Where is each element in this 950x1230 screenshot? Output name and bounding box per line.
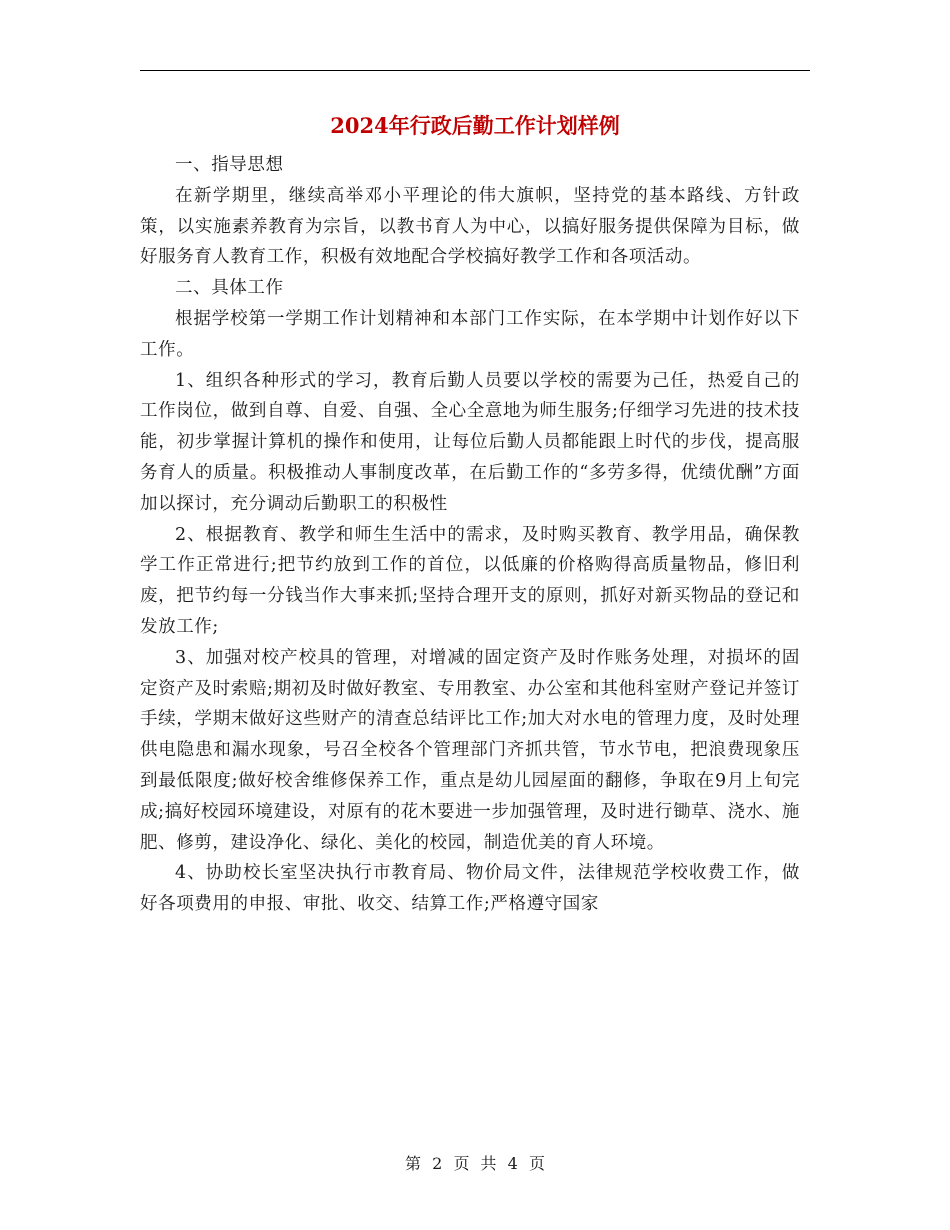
paragraph-item-4: 4、协助校长室坚决执行市教育局、物价局文件，法律规范学校收费工作，做好各项费用的申报、审批、收交、结算工作;严格遵守国家 [140,863,800,915]
document-body [140,150,800,920]
paragraph-item-1: 1、组织各种形式的学习，教育后勤人员要以学校的需要为己任，热爱自己的工作岗位，做到自尊、自爱、自强、全心全意地为师生服务;仔细学习先进的技术技能，初步掌握计算机的操作和使用，让每位后勤人员都能跟上时代的步伐，提高服务育人的质量。积极推动人事制度改革，在后勤工作的“多劳多得，优绩优酬”方面加以探讨，充分调动后勤职工的积极性 [140,370,800,514]
page-footer [0,1152,950,1176]
paragraph-item-2: 2、根据教育、教学和师生生活中的需求，及时购买教育、教学用品，确保教学工作正常进行;把节约放到工作的首位，以低廉的价格购得高质量物品，修旧利废，把节约每一分钱当作大事来抓;坚持合理开支的原则，抓好对新买物品的登记和发放工作; [140,524,800,637]
page-label-suffix: 页 [528,1154,545,1173]
page-current-number: 2 [432,1154,443,1173]
paragraph-specific-work-intro: 根据学校第一学期工作计划精神和本部门工作实际，在本学期中计划作好以下工作。 [140,308,800,360]
page-label-mid: 页 [453,1154,470,1173]
section-heading-specific-work: 二、具体工作 [175,278,284,299]
paragraph-item-3: 3、加强对校产校具的管理，对增减的固定资产及时作账务处理，对损坏的固定资产及时索赔;期初及时做好教室、专用教室、办公室和其他科室财产登记并签订手续，学期末做好这些财产的清查总结评比工作;加大对水电的管理力度，及时处理供电隐患和漏水现象，号召全校各个管理部门齐抓共管，节水节电，把浪费现象压到最低限度;做好校舍维修保养工作，重点是幼儿园屋面的翻修，争取在9月上旬完成;搞好校园环境建设，对原有的花木要进一步加强管理，及时进行锄草、浇水、施肥、修剪，建设净化、绿化、美化的校园，制造优美的育人环境。 [140,647,800,853]
document-title: 2024年行政后勤工作计划样例 [330,113,620,138]
page-total-prefix: 共 [480,1154,497,1173]
page-label-prefix: 第 [405,1154,422,1173]
section-heading-guiding-ideology: 一、指导思想 [175,155,284,175]
page-total-number: 4 [507,1154,518,1173]
header-rule [140,70,810,71]
paragraph-guiding-ideology: 在新学期里，继续高举邓小平理论的伟大旗帜，坚持党的基本路线、方针政策，以实施素养教育为宗旨，以教书育人为中心，以搞好服务提供保障为目标，做好服务育人教育工作，积极有效地配合学校搞好教学工作和各项活动。 [140,185,800,268]
